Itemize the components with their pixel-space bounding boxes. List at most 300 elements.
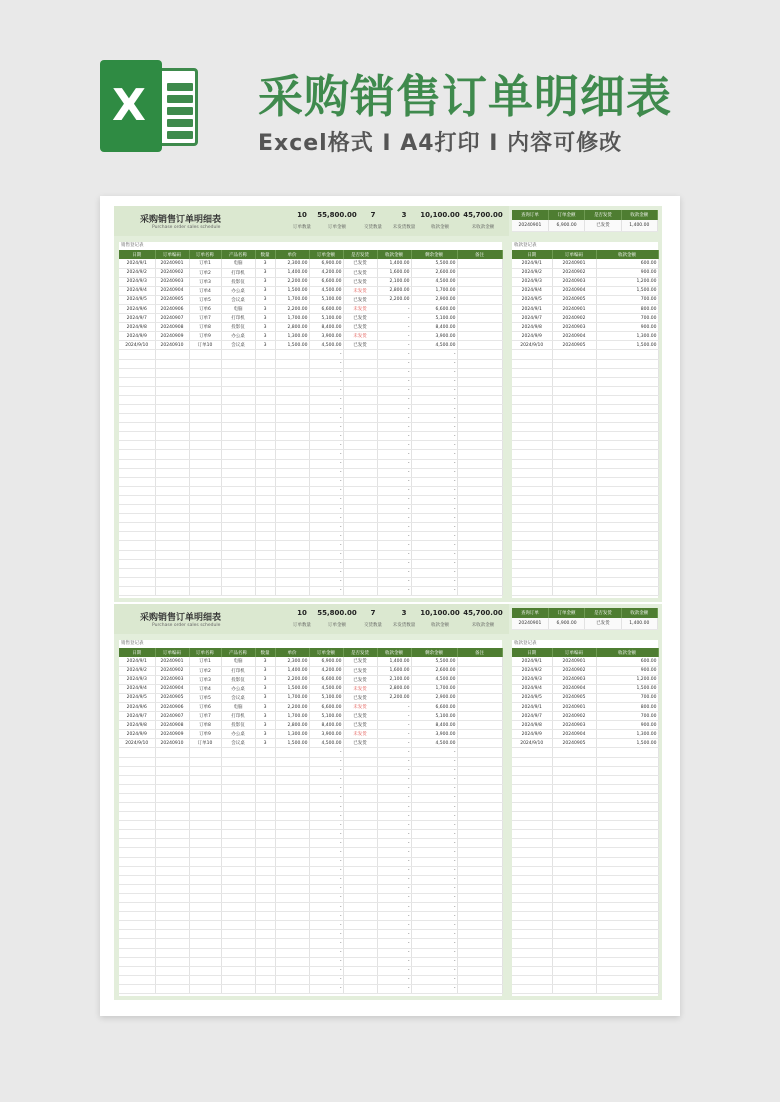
sales-cell[interactable]: 已发货 xyxy=(343,314,377,323)
empty-dash-cell[interactable]: - xyxy=(377,586,411,595)
empty-dash-cell[interactable]: - xyxy=(377,577,411,586)
empty-dash-cell[interactable]: - xyxy=(309,793,343,802)
empty-cell[interactable] xyxy=(155,875,189,884)
empty-cell[interactable] xyxy=(596,350,658,359)
empty-dash-cell[interactable]: - xyxy=(309,748,343,757)
empty-cell[interactable] xyxy=(275,884,309,893)
empty-dash-cell[interactable]: - xyxy=(377,848,411,857)
empty-cell[interactable] xyxy=(255,766,275,775)
empty-dash-cell[interactable]: - xyxy=(309,766,343,775)
empty-cell[interactable] xyxy=(119,812,155,821)
empty-dash-cell[interactable]: - xyxy=(309,948,343,957)
empty-cell[interactable] xyxy=(596,423,658,432)
empty-cell[interactable] xyxy=(596,757,658,766)
payment-cell[interactable]: 2024/9/2 xyxy=(512,268,552,277)
empty-cell[interactable] xyxy=(512,514,552,523)
empty-cell[interactable] xyxy=(596,405,658,414)
empty-dash-cell[interactable]: - xyxy=(411,866,457,875)
payment-cell[interactable]: 20240904 xyxy=(552,684,596,693)
empty-cell[interactable] xyxy=(552,775,596,784)
empty-cell[interactable] xyxy=(221,821,255,830)
empty-dash-cell[interactable]: - xyxy=(411,577,457,586)
payment-cell[interactable]: 700.00 xyxy=(596,295,658,304)
empty-dash-cell[interactable]: - xyxy=(309,568,343,577)
empty-cell[interactable] xyxy=(275,441,309,450)
empty-cell[interactable] xyxy=(255,966,275,975)
empty-cell[interactable] xyxy=(221,450,255,459)
empty-cell[interactable] xyxy=(255,784,275,793)
empty-cell[interactable] xyxy=(119,377,155,386)
payment-cell[interactable]: 20240904 xyxy=(552,286,596,295)
empty-cell[interactable] xyxy=(552,559,596,568)
empty-cell[interactable] xyxy=(189,757,221,766)
empty-dash-cell[interactable]: - xyxy=(309,450,343,459)
empty-dash-cell[interactable]: - xyxy=(377,450,411,459)
empty-dash-cell[interactable]: - xyxy=(411,350,457,359)
empty-dash-cell[interactable]: - xyxy=(377,830,411,839)
empty-dash-cell[interactable]: - xyxy=(411,830,457,839)
empty-cell[interactable] xyxy=(155,830,189,839)
empty-dash-cell[interactable]: - xyxy=(411,568,457,577)
payment-cell[interactable]: 2024/9/2 xyxy=(512,666,552,675)
empty-cell[interactable] xyxy=(155,395,189,404)
empty-cell[interactable] xyxy=(255,748,275,757)
empty-cell[interactable] xyxy=(457,857,502,866)
sales-cell[interactable]: 2024/9/10 xyxy=(119,341,155,350)
empty-dash-cell[interactable]: - xyxy=(309,532,343,541)
empty-cell[interactable] xyxy=(221,948,255,957)
empty-dash-cell[interactable]: - xyxy=(411,857,457,866)
empty-cell[interactable] xyxy=(457,532,502,541)
empty-cell[interactable] xyxy=(221,975,255,984)
empty-dash-cell[interactable]: - xyxy=(377,975,411,984)
empty-cell[interactable] xyxy=(275,486,309,495)
sales-cell[interactable]: 20240909 xyxy=(155,730,189,739)
empty-cell[interactable] xyxy=(457,505,502,514)
empty-cell[interactable] xyxy=(457,757,502,766)
empty-dash-cell[interactable]: - xyxy=(309,395,343,404)
payment-cell[interactable]: 700.00 xyxy=(596,712,658,721)
empty-cell[interactable] xyxy=(275,377,309,386)
empty-dash-cell[interactable]: - xyxy=(377,541,411,550)
empty-cell[interactable] xyxy=(457,468,502,477)
empty-cell[interactable] xyxy=(512,939,552,948)
empty-dash-cell[interactable]: - xyxy=(411,757,457,766)
empty-cell[interactable] xyxy=(221,912,255,921)
empty-cell[interactable] xyxy=(457,523,502,532)
sales-cell[interactable]: 3 xyxy=(255,693,275,702)
empty-cell[interactable] xyxy=(189,395,221,404)
sales-cell[interactable]: 投影仪 xyxy=(221,721,255,730)
sales-cell[interactable]: 20240903 xyxy=(155,277,189,286)
sales-cell[interactable]: 订单5 xyxy=(189,693,221,702)
payment-cell[interactable]: 20240901 xyxy=(552,657,596,666)
empty-cell[interactable] xyxy=(596,839,658,848)
note-cell[interactable] xyxy=(457,341,502,350)
empty-cell[interactable] xyxy=(275,468,309,477)
empty-cell[interactable] xyxy=(119,386,155,395)
empty-cell[interactable] xyxy=(255,414,275,423)
empty-dash-cell[interactable]: - xyxy=(309,930,343,939)
empty-dash-cell[interactable]: - xyxy=(377,505,411,514)
sales-cell[interactable]: 已发货 xyxy=(343,657,377,666)
empty-dash-cell[interactable]: - xyxy=(309,459,343,468)
empty-cell[interactable] xyxy=(552,568,596,577)
sales-cell[interactable]: 1,400.00 xyxy=(377,657,411,666)
empty-cell[interactable] xyxy=(119,368,155,377)
empty-cell[interactable] xyxy=(457,903,502,912)
empty-cell[interactable] xyxy=(552,821,596,830)
note-cell[interactable] xyxy=(457,693,502,702)
empty-cell[interactable] xyxy=(255,912,275,921)
empty-cell[interactable] xyxy=(189,459,221,468)
note-cell[interactable] xyxy=(457,268,502,277)
sales-cell[interactable]: 3 xyxy=(255,721,275,730)
empty-cell[interactable] xyxy=(119,948,155,957)
empty-dash-cell[interactable]: - xyxy=(377,903,411,912)
empty-cell[interactable] xyxy=(119,468,155,477)
empty-dash-cell[interactable]: - xyxy=(411,377,457,386)
empty-cell[interactable] xyxy=(512,350,552,359)
empty-cell[interactable] xyxy=(189,975,221,984)
empty-cell[interactable] xyxy=(596,866,658,875)
empty-dash-cell[interactable]: - xyxy=(377,359,411,368)
empty-cell[interactable] xyxy=(596,775,658,784)
note-cell[interactable] xyxy=(457,323,502,332)
empty-cell[interactable] xyxy=(255,793,275,802)
empty-cell[interactable] xyxy=(255,395,275,404)
sales-cell[interactable]: 已发货 xyxy=(343,268,377,277)
empty-cell[interactable] xyxy=(155,948,189,957)
empty-cell[interactable] xyxy=(275,505,309,514)
empty-cell[interactable] xyxy=(275,912,309,921)
payment-cell[interactable]: 700.00 xyxy=(596,314,658,323)
sales-cell[interactable]: 20240902 xyxy=(155,666,189,675)
empty-cell[interactable] xyxy=(343,948,377,957)
empty-dash-cell[interactable]: - xyxy=(377,468,411,477)
empty-cell[interactable] xyxy=(457,912,502,921)
empty-cell[interactable] xyxy=(596,532,658,541)
empty-cell[interactable] xyxy=(343,875,377,884)
empty-cell[interactable] xyxy=(119,830,155,839)
sales-cell[interactable]: - xyxy=(377,739,411,748)
sales-cell[interactable]: 20240906 xyxy=(155,702,189,711)
empty-cell[interactable] xyxy=(221,803,255,812)
empty-cell[interactable] xyxy=(119,957,155,966)
empty-dash-cell[interactable]: - xyxy=(309,921,343,930)
empty-cell[interactable] xyxy=(552,514,596,523)
empty-cell[interactable] xyxy=(512,866,552,875)
empty-dash-cell[interactable]: - xyxy=(309,505,343,514)
empty-cell[interactable] xyxy=(119,939,155,948)
empty-cell[interactable] xyxy=(255,903,275,912)
empty-cell[interactable] xyxy=(512,893,552,902)
empty-cell[interactable] xyxy=(552,812,596,821)
empty-cell[interactable] xyxy=(119,532,155,541)
sales-cell[interactable]: 未发货 xyxy=(343,702,377,711)
empty-cell[interactable] xyxy=(552,405,596,414)
sales-cell[interactable]: 已发货 xyxy=(343,712,377,721)
empty-cell[interactable] xyxy=(552,930,596,939)
empty-cell[interactable] xyxy=(512,459,552,468)
empty-cell[interactable] xyxy=(552,839,596,848)
sales-cell[interactable]: 订单1 xyxy=(189,657,221,666)
empty-cell[interactable] xyxy=(221,395,255,404)
empty-cell[interactable] xyxy=(552,921,596,930)
empty-cell[interactable] xyxy=(189,441,221,450)
empty-cell[interactable] xyxy=(275,423,309,432)
empty-cell[interactable] xyxy=(189,830,221,839)
empty-cell[interactable] xyxy=(343,748,377,757)
sales-cell[interactable]: 3,900.00 xyxy=(411,332,457,341)
empty-cell[interactable] xyxy=(255,939,275,948)
payment-cell[interactable]: 800.00 xyxy=(596,304,658,313)
sales-cell[interactable]: 1,500.00 xyxy=(275,684,309,693)
empty-cell[interactable] xyxy=(221,486,255,495)
sales-cell[interactable]: 6,600.00 xyxy=(309,304,343,313)
empty-cell[interactable] xyxy=(457,477,502,486)
empty-cell[interactable] xyxy=(119,423,155,432)
sales-cell[interactable]: 2,600.00 xyxy=(411,666,457,675)
empty-cell[interactable] xyxy=(189,523,221,532)
empty-dash-cell[interactable]: - xyxy=(411,875,457,884)
empty-cell[interactable] xyxy=(155,984,189,993)
empty-cell[interactable] xyxy=(457,921,502,930)
empty-cell[interactable] xyxy=(155,866,189,875)
empty-dash-cell[interactable]: - xyxy=(377,350,411,359)
empty-cell[interactable] xyxy=(255,559,275,568)
empty-dash-cell[interactable]: - xyxy=(411,423,457,432)
empty-cell[interactable] xyxy=(552,550,596,559)
empty-cell[interactable] xyxy=(457,450,502,459)
empty-cell[interactable] xyxy=(119,395,155,404)
sales-cell[interactable]: 5,100.00 xyxy=(309,712,343,721)
empty-cell[interactable] xyxy=(275,766,309,775)
sales-cell[interactable]: 2024/9/8 xyxy=(119,323,155,332)
empty-cell[interactable] xyxy=(457,939,502,948)
empty-cell[interactable] xyxy=(343,568,377,577)
empty-cell[interactable] xyxy=(155,586,189,595)
empty-cell[interactable] xyxy=(275,803,309,812)
sales-cell[interactable]: 20240905 xyxy=(155,295,189,304)
empty-cell[interactable] xyxy=(119,414,155,423)
empty-cell[interactable] xyxy=(255,839,275,848)
payment-cell[interactable]: 2024/9/9 xyxy=(512,332,552,341)
empty-cell[interactable] xyxy=(255,441,275,450)
empty-cell[interactable] xyxy=(552,486,596,495)
empty-cell[interactable] xyxy=(512,450,552,459)
payment-cell[interactable]: 2024/9/3 xyxy=(512,277,552,286)
sales-cell[interactable]: 2,600.00 xyxy=(411,268,457,277)
empty-dash-cell[interactable]: - xyxy=(309,359,343,368)
empty-cell[interactable] xyxy=(552,748,596,757)
empty-cell[interactable] xyxy=(275,559,309,568)
empty-cell[interactable] xyxy=(221,793,255,802)
empty-cell[interactable] xyxy=(189,514,221,523)
sales-cell[interactable]: - xyxy=(377,702,411,711)
empty-cell[interactable] xyxy=(155,975,189,984)
empty-cell[interactable] xyxy=(221,559,255,568)
empty-cell[interactable] xyxy=(457,803,502,812)
sales-cell[interactable]: 2024/9/4 xyxy=(119,286,155,295)
empty-dash-cell[interactable]: - xyxy=(309,368,343,377)
empty-cell[interactable] xyxy=(457,495,502,504)
empty-cell[interactable] xyxy=(596,577,658,586)
empty-cell[interactable] xyxy=(255,930,275,939)
empty-cell[interactable] xyxy=(512,441,552,450)
empty-cell[interactable] xyxy=(221,984,255,993)
sales-cell[interactable]: 2,200.00 xyxy=(275,304,309,313)
sales-cell[interactable]: 1,600.00 xyxy=(377,268,411,277)
empty-dash-cell[interactable]: - xyxy=(377,984,411,993)
empty-cell[interactable] xyxy=(512,875,552,884)
note-cell[interactable] xyxy=(457,730,502,739)
sales-cell[interactable]: 4,500.00 xyxy=(411,739,457,748)
empty-dash-cell[interactable]: - xyxy=(377,368,411,377)
lookup-cell[interactable]: 1,400.00 xyxy=(621,220,657,231)
empty-cell[interactable] xyxy=(255,830,275,839)
empty-cell[interactable] xyxy=(512,757,552,766)
empty-dash-cell[interactable]: - xyxy=(309,912,343,921)
note-cell[interactable] xyxy=(457,657,502,666)
sales-cell[interactable]: 2024/9/7 xyxy=(119,314,155,323)
empty-cell[interactable] xyxy=(596,793,658,802)
empty-cell[interactable] xyxy=(221,377,255,386)
sales-cell[interactable]: 3 xyxy=(255,666,275,675)
empty-dash-cell[interactable]: - xyxy=(411,395,457,404)
sales-cell[interactable]: 2,200.00 xyxy=(275,675,309,684)
empty-dash-cell[interactable]: - xyxy=(309,857,343,866)
empty-cell[interactable] xyxy=(119,495,155,504)
empty-cell[interactable] xyxy=(155,893,189,902)
empty-cell[interactable] xyxy=(189,766,221,775)
empty-cell[interactable] xyxy=(512,921,552,930)
empty-cell[interactable] xyxy=(552,468,596,477)
empty-cell[interactable] xyxy=(343,893,377,902)
empty-cell[interactable] xyxy=(596,450,658,459)
empty-cell[interactable] xyxy=(221,368,255,377)
empty-dash-cell[interactable]: - xyxy=(377,921,411,930)
sales-cell[interactable]: 4,500.00 xyxy=(309,684,343,693)
empty-cell[interactable] xyxy=(343,450,377,459)
payment-cell[interactable]: 20240903 xyxy=(552,277,596,286)
empty-cell[interactable] xyxy=(512,903,552,912)
empty-cell[interactable] xyxy=(119,848,155,857)
empty-dash-cell[interactable]: - xyxy=(411,793,457,802)
empty-dash-cell[interactable]: - xyxy=(377,893,411,902)
sales-cell[interactable]: 2,800.00 xyxy=(275,323,309,332)
empty-cell[interactable] xyxy=(457,441,502,450)
sales-cell[interactable]: 打印机 xyxy=(221,314,255,323)
empty-cell[interactable] xyxy=(155,386,189,395)
empty-cell[interactable] xyxy=(119,450,155,459)
empty-cell[interactable] xyxy=(275,775,309,784)
sales-cell[interactable]: 3 xyxy=(255,259,275,268)
sales-cell[interactable]: 8,400.00 xyxy=(411,323,457,332)
empty-cell[interactable] xyxy=(189,893,221,902)
sales-cell[interactable]: 2024/9/9 xyxy=(119,332,155,341)
empty-cell[interactable] xyxy=(189,812,221,821)
empty-cell[interactable] xyxy=(343,975,377,984)
note-cell[interactable] xyxy=(457,721,502,730)
empty-cell[interactable] xyxy=(189,784,221,793)
empty-cell[interactable] xyxy=(119,921,155,930)
sales-cell[interactable]: 会议桌 xyxy=(221,739,255,748)
empty-cell[interactable] xyxy=(221,441,255,450)
payment-cell[interactable]: 2024/9/5 xyxy=(512,693,552,702)
sales-cell[interactable]: 已发货 xyxy=(343,675,377,684)
payment-cell[interactable]: 20240904 xyxy=(552,730,596,739)
empty-cell[interactable] xyxy=(552,377,596,386)
empty-dash-cell[interactable]: - xyxy=(411,948,457,957)
empty-cell[interactable] xyxy=(189,377,221,386)
sales-cell[interactable]: 20240908 xyxy=(155,323,189,332)
empty-dash-cell[interactable]: - xyxy=(377,821,411,830)
empty-cell[interactable] xyxy=(552,359,596,368)
payment-cell[interactable]: 1,200.00 xyxy=(596,277,658,286)
empty-cell[interactable] xyxy=(221,550,255,559)
empty-cell[interactable] xyxy=(221,532,255,541)
empty-cell[interactable] xyxy=(457,930,502,939)
empty-cell[interactable] xyxy=(189,405,221,414)
empty-cell[interactable] xyxy=(221,432,255,441)
sales-cell[interactable]: 20240910 xyxy=(155,341,189,350)
sales-cell[interactable]: 订单8 xyxy=(189,323,221,332)
empty-cell[interactable] xyxy=(275,477,309,486)
sales-cell[interactable]: 2,200.00 xyxy=(377,295,411,304)
empty-cell[interactable] xyxy=(596,984,658,993)
empty-cell[interactable] xyxy=(255,875,275,884)
empty-cell[interactable] xyxy=(457,368,502,377)
empty-cell[interactable] xyxy=(189,921,221,930)
sales-cell[interactable]: 8,400.00 xyxy=(309,323,343,332)
empty-cell[interactable] xyxy=(155,903,189,912)
empty-cell[interactable] xyxy=(343,812,377,821)
empty-cell[interactable] xyxy=(457,459,502,468)
empty-dash-cell[interactable]: - xyxy=(377,568,411,577)
lookup-cell[interactable]: 6,900.00 xyxy=(548,220,584,231)
empty-cell[interactable] xyxy=(255,550,275,559)
empty-cell[interactable] xyxy=(275,793,309,802)
empty-cell[interactable] xyxy=(596,957,658,966)
empty-cell[interactable] xyxy=(512,541,552,550)
empty-cell[interactable] xyxy=(343,903,377,912)
empty-cell[interactable] xyxy=(457,957,502,966)
empty-cell[interactable] xyxy=(255,866,275,875)
empty-cell[interactable] xyxy=(343,405,377,414)
empty-dash-cell[interactable]: - xyxy=(309,386,343,395)
empty-cell[interactable] xyxy=(155,766,189,775)
empty-cell[interactable] xyxy=(189,432,221,441)
sales-cell[interactable]: 3 xyxy=(255,730,275,739)
empty-dash-cell[interactable]: - xyxy=(411,812,457,821)
empty-dash-cell[interactable]: - xyxy=(411,975,457,984)
empty-cell[interactable] xyxy=(221,830,255,839)
empty-dash-cell[interactable]: - xyxy=(411,495,457,504)
empty-dash-cell[interactable]: - xyxy=(411,514,457,523)
payment-cell[interactable]: 2024/9/4 xyxy=(512,286,552,295)
empty-cell[interactable] xyxy=(275,395,309,404)
empty-dash-cell[interactable]: - xyxy=(411,803,457,812)
empty-dash-cell[interactable]: - xyxy=(411,505,457,514)
sales-cell[interactable]: 3 xyxy=(255,341,275,350)
empty-cell[interactable] xyxy=(255,386,275,395)
sales-cell[interactable]: 投影仪 xyxy=(221,675,255,684)
empty-cell[interactable] xyxy=(255,505,275,514)
empty-cell[interactable] xyxy=(512,368,552,377)
empty-cell[interactable] xyxy=(457,966,502,975)
empty-cell[interactable] xyxy=(343,377,377,386)
